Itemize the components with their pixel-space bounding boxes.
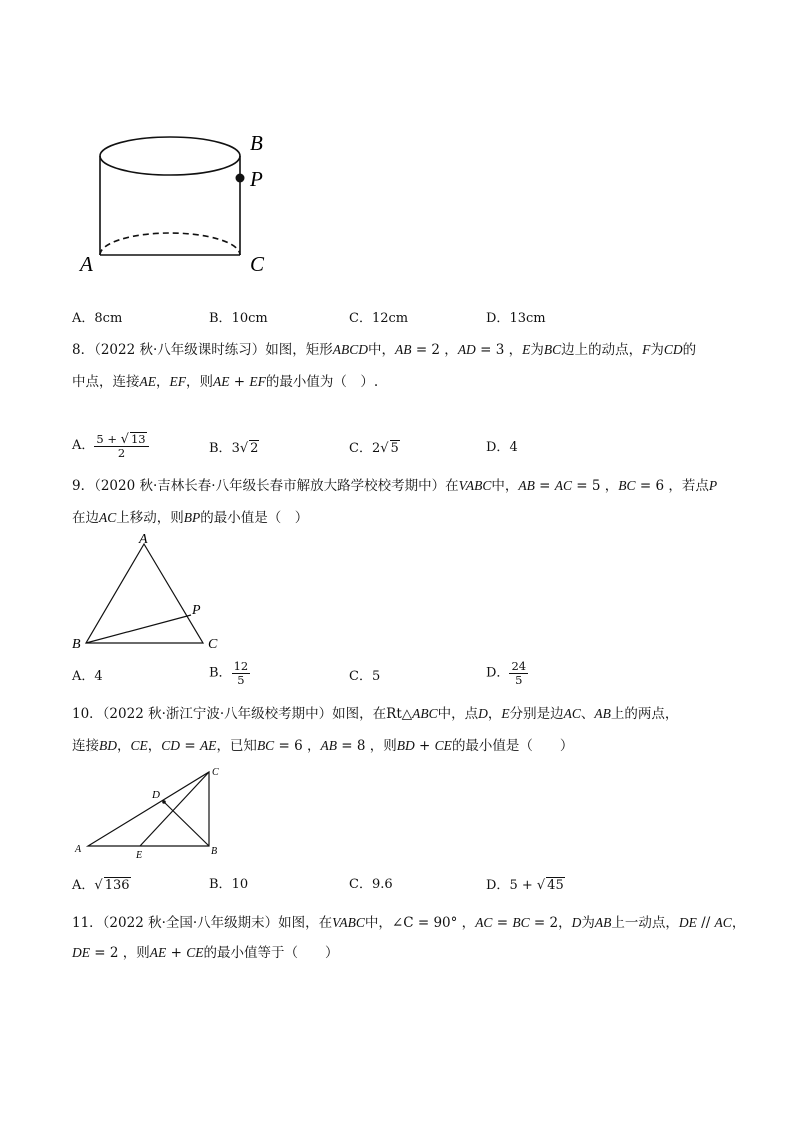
q10-option-c[interactable]: C．9.6 [349,877,393,892]
q9-option-b[interactable]: B． $\frac{12}{5}$ [209,659,249,687]
segment-bd [164,802,209,846]
label-b: B [211,846,218,857]
q8-line2: 中点，连接AE，EF，则AE + EF的最小值为（ ）. [72,374,379,390]
label-d: D [152,789,160,801]
segment-ce [140,772,209,846]
q11-line1: 11．（2022 秋·全国·八年级期末）如图，在VABC中，∠C = 90° ，AC = BC = 2，D为AB上一动点，DE // AC， [72,915,746,931]
q11-line2: DE = 2 ，则AE + CE的最小值等于（ ） [72,945,339,961]
q8-option-a-fraction: $\frac{5 + √ 13}{2}$ [94,432,148,460]
q8-line1: 8．（2022 秋·八年级课时练习）如图，矩形ABCD中，AB = 2 ，AD = 3 ，E为BC边上的动点，F为CD的 [72,342,697,358]
label-p: P [250,167,263,191]
q8-option-a[interactable]: A． $\frac{5 + √ 13}{2}$ [72,432,149,460]
triangle-abc [86,544,203,643]
q10-line1: 10．（2022 秋·浙江宁波·八年级校考期中）如图，在Rt△ABC中，点D，E分别是边AC、AB上的两点， [72,706,679,722]
triangle-abc [88,772,209,846]
q10-option-b[interactable]: B．10 [209,877,249,892]
label-e: E [136,850,143,861]
label-c: C [212,767,219,778]
label-b: B [72,637,81,652]
q10-option-a[interactable]: A．√ 136 [72,878,130,893]
q9-line1: 9．（2020 秋·吉林长春·八年级长春市解放大路学校校考期中）在VABC中，AB = AC = 5 ，BC = 6 ，若点P [72,478,718,494]
q9-option-d[interactable]: D． $\frac{24}{5}$ [486,659,527,687]
q7-option-c[interactable]: C．12cm [349,311,409,326]
point-d-dot [162,800,166,804]
q9-line2: 在边AC上移动，则BP的最小值是（ ） [72,510,309,526]
q7-option-b[interactable]: B．10cm [209,311,268,326]
cylinder-figure [70,120,290,285]
q10-option-d[interactable]: D．5 + √ 45 [486,878,564,893]
label-a: A [75,844,82,855]
q9-option-c[interactable]: C．5 [349,669,381,684]
q8-option-c[interactable]: C．2√ 5 [349,441,399,456]
label-a: A [80,252,93,276]
q9-option-b-fraction: $\frac{12}{5}$ [233,659,249,687]
label-c: C [250,252,265,276]
q8-option-b[interactable]: B．3√ 2 [209,441,259,456]
q8-option-d[interactable]: D．4 [486,440,518,455]
segment-bp [86,615,191,643]
q10-line2: 连接BD，CE，CD = AE，已知BC = 6 ，AB = 8 ，则BD + CE的最小值是（ ） [72,738,574,754]
cylinder-bottom-back-arc [100,233,240,255]
cylinder-top-ellipse [100,137,240,175]
triangle-figure [66,532,236,654]
label-a: A [139,532,148,547]
label-c: C [208,637,218,652]
right-triangle-figure [70,762,230,862]
q9-option-d-fraction: $\frac{24}{5}$ [511,659,527,687]
q9-option-a[interactable]: A．4 [72,669,103,684]
point-p-dot [236,174,245,183]
q7-option-a[interactable]: A．8cm [72,311,123,326]
q7-option-d[interactable]: D．13cm [486,311,546,326]
label-p: P [192,603,201,618]
label-b: B [250,131,263,155]
